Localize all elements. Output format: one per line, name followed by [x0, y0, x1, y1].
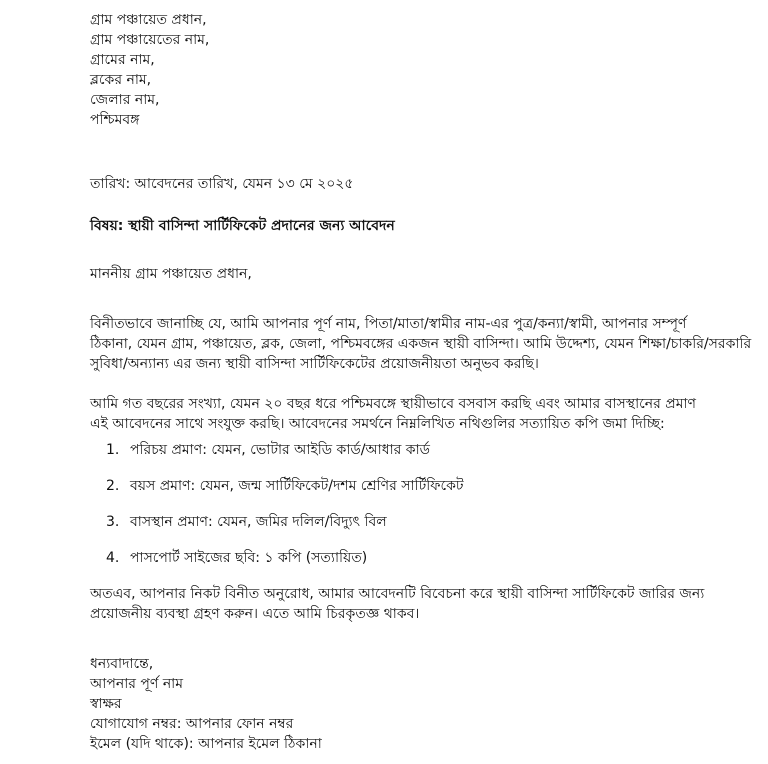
closing-block [90, 654, 750, 754]
paragraph-line: ঠিকানা, যেমন গ্রাম, পঞ্চায়েত, ব্লক, জেলা, পশ্চিমবঙ্গের একজন স্থায়ী বাসিন্দা। আমি উদ্দেশ্য, যেমন শিক্ষা/চাকরি/সরকারি [90, 336, 752, 352]
date-block [90, 174, 750, 194]
closing-line: যোগাযোগ নম্বর: আপনার ফোন নম্বর [90, 716, 294, 732]
salutation-block [90, 264, 750, 284]
paragraph-line: আমি গত বছরের সংখ্যা, যেমন ২০ বছর ধরে পশ্চিমবঙ্গে স্থায়ীভাবে বসবাস করছি এবং আমার বাসস্থানের প্রমাণ [90, 396, 697, 412]
list-item-text: পরিচয় প্রমাণ: যেমন, ভোটার আইডি কার্ড/আধার কার্ড [130, 442, 430, 458]
application-letter [90, 10, 750, 754]
document-list [90, 440, 750, 568]
address-line: জেলার নাম, [90, 92, 160, 108]
address-line: গ্রাম পঞ্চায়েতের নাম, [90, 32, 210, 48]
list-item-number: 1. [106, 442, 120, 458]
list-item [90, 476, 750, 496]
list-item-text: বাসস্থান প্রমাণ: যেমন, জমির দলিল/বিদ্যুৎ বিল [130, 514, 387, 530]
paragraph-line: অতএব, আপনার নিকট বিনীত অনুরোধ, আমার আবেদনটি বিবেচনা করে স্থায়ী বাসিন্দা সার্টিফিকেট জারির জন্য [90, 586, 705, 602]
paragraph-introduction [90, 314, 750, 374]
paragraph-line: প্রয়োজনীয় ব্যবস্থা গ্রহণ করুন। এতে আমি চিরকৃতজ্ঞ থাকব। [90, 606, 420, 622]
paragraph-line: এই আবেদনের সাথে সংযুক্ত করছি। আবেদনের সমর্থনে নিম্নলিখিত নথিগুলির সত্যায়িত কপি জমা দিচ্ছি: [90, 416, 665, 432]
address-line: গ্রামের নাম, [90, 52, 155, 68]
salutation-line: মাননীয় গ্রাম পঞ্চায়েত প্রধান, [90, 266, 252, 282]
paragraph-residence [90, 394, 750, 434]
date-line: তারিখ: আবেদনের তারিখ, যেমন ১৩ মে ২০২৫ [90, 176, 354, 192]
closing-line: ধন্যবাদান্তে, [90, 656, 154, 672]
list-item-number: 2. [106, 478, 120, 494]
list-item [90, 512, 750, 532]
paragraph-request [90, 584, 750, 624]
closing-line: আপনার পূর্ণ নাম [90, 676, 184, 692]
subject-block [90, 216, 750, 236]
closing-line: স্বাক্ষর [90, 696, 122, 712]
address-line: গ্রাম পঞ্চায়েত প্রধান, [90, 12, 207, 28]
list-item-number: 4. [106, 550, 120, 566]
address-line: পশ্চিমবঙ্গ [90, 112, 140, 128]
closing-line: ইমেল (যদি থাকে): আপনার ইমেল ঠিকানা [90, 736, 322, 752]
list-item [90, 548, 750, 568]
list-item-number: 3. [106, 514, 120, 530]
list-item-text: বয়স প্রমাণ: যেমন, জন্ম সার্টিফিকেট/দশম শ্রেণির সার্টিফিকেট [130, 478, 464, 494]
recipient-address [90, 10, 750, 130]
address-line: ব্লকের নাম, [90, 72, 152, 88]
paragraph-line: বিনীতভাবে জানাচ্ছি যে, আমি আপনার পূর্ণ নাম, পিতা/মাতা/স্বামীর নাম-এর পুত্র/কন্যা/স্বামী, আপনার সম্পূর্ণ [90, 316, 687, 332]
list-item-text: পাসপোর্ট সাইজের ছবি: ১ কপি (সত্যায়িত) [130, 550, 368, 566]
list-item [90, 440, 750, 460]
subject-line: বিষয়: স্থায়ী বাসিন্দা সার্টিফিকেট প্রদানের জন্য আবেদন [90, 218, 395, 234]
paragraph-line: সুবিধা/অন্যান্য এর জন্য স্থায়ী বাসিন্দা সার্টিফিকেটের প্রয়োজনীয়তা অনুভব করছি। [90, 356, 539, 372]
